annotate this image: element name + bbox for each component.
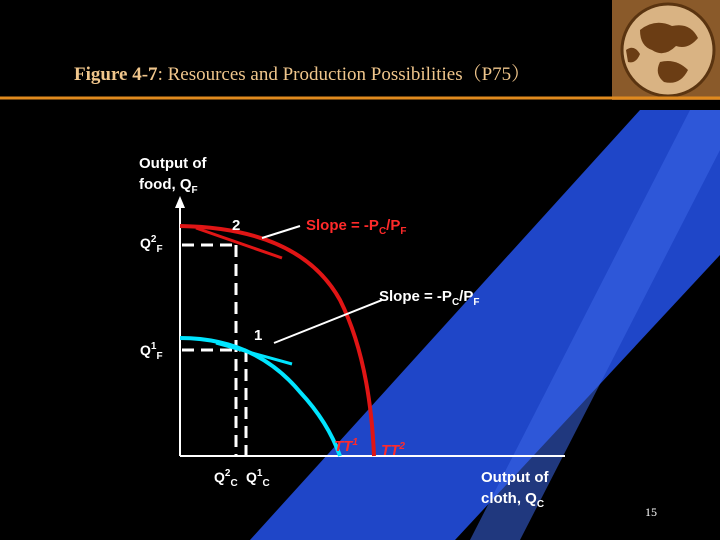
point-2-label: 2 (232, 217, 241, 234)
slide-title (74, 63, 530, 85)
q1c-label: $Q^1_C$ (246, 468, 270, 489)
tt1-label: $TT^1$ (334, 437, 358, 455)
title-prefix: Figure 4-7 (74, 64, 158, 85)
page-number: 15 (645, 505, 657, 519)
slope-label-white: Slope = $-P_C/P_F$ (379, 288, 480, 308)
y-axis-label: Output of food, $Q_F$ (139, 155, 207, 196)
slope-pointer-white (274, 300, 382, 343)
slope-pointer-red (262, 226, 300, 238)
x-axis-label: Output of cloth, $Q_C$ (481, 469, 549, 510)
title-rest: : Resources and Production Possibilities (157, 64, 463, 85)
tangent-line-1 (216, 343, 292, 364)
tt2-label: $TT^2$ (381, 441, 405, 459)
point-1-label: 1 (254, 327, 263, 344)
q1f-label: $Q^1_F$ (140, 341, 163, 362)
globe-icon (612, 0, 720, 100)
q2f-label: $Q^2_F$ (140, 234, 163, 255)
q2c-label: $Q^2_C$ (214, 468, 238, 489)
title-tail: （P75） (462, 64, 531, 85)
slope-label-red: Slope = $-P_C/P_F$ (306, 217, 407, 237)
y-axis-arrowhead (175, 196, 185, 208)
